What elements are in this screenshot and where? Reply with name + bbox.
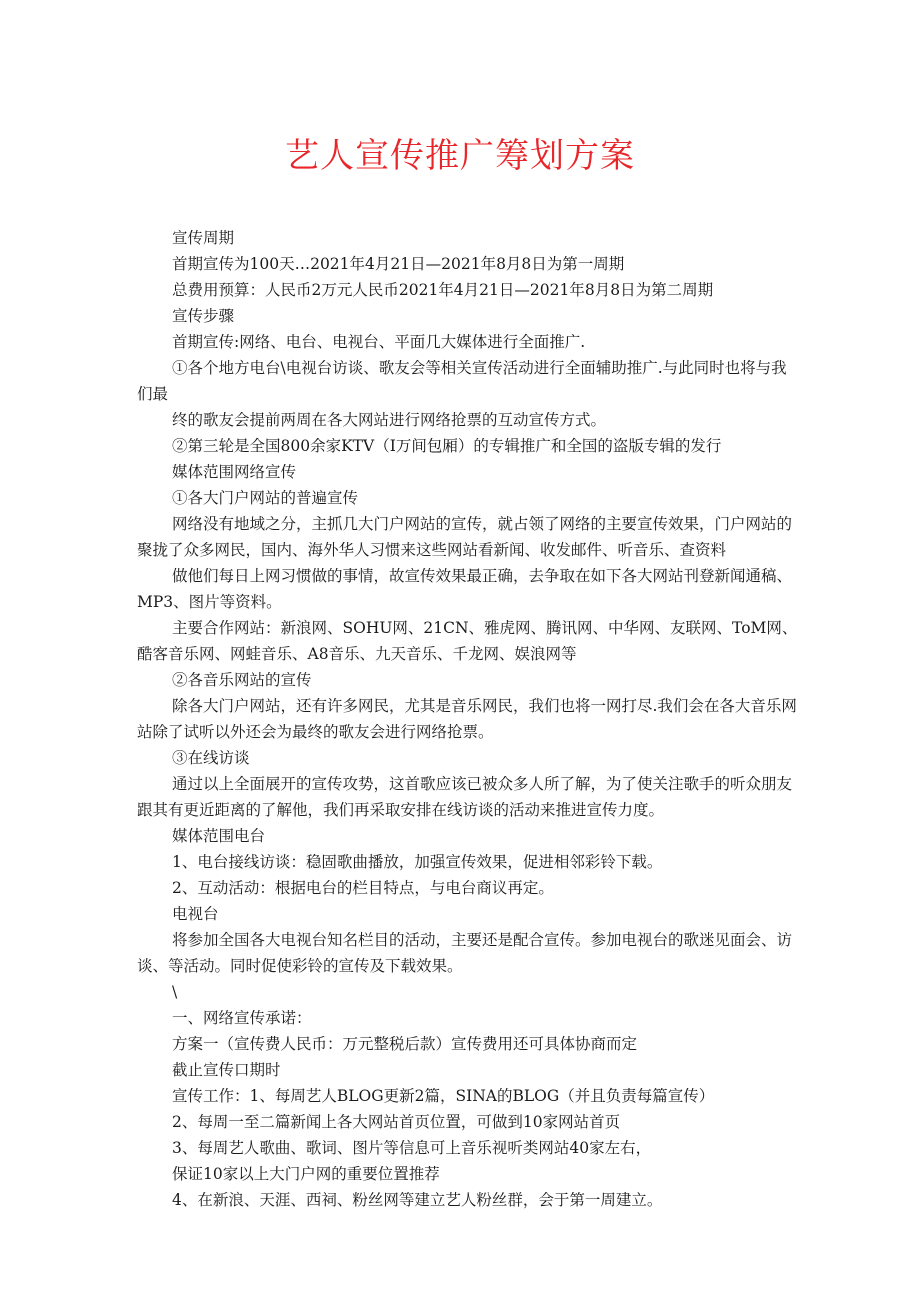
paragraph: 主要合作网站：新浪网、SOHU网、21CN、雅虎网、腾讯网、中华网、友联网、ToM网、酷客音乐网、网蛙音乐、A8音乐、九天音乐、千龙网、娱浪网等 — [137, 619, 798, 663]
paragraph: 电视台 — [172, 905, 219, 923]
document-title: 艺人宣传推广筹划方案 — [285, 136, 635, 176]
paragraph: 宣传周期 — [172, 229, 235, 247]
paragraph: 媒体范围电台 — [172, 827, 266, 845]
paragraph: 2、互动活动：根据电台的栏目特点，与电台商议再定。 — [172, 879, 554, 897]
paragraph: ③在线访谈 — [172, 749, 250, 767]
paragraph: 宣传工作：1、每周艺人BLOG更新2篇，SINA的BLOG（并且负责每篇宣传） — [172, 1087, 715, 1105]
paragraph: 通过以上全面展开的宣传攻势，这首歌应该已被众多人所了解，为了使关注歌手的听众朋友跟其有更近距离的了解他，我们再采取安排在线访谈的活动来推进宣传力度。 — [137, 775, 793, 819]
paragraph: 总费用预算：人民币2万元人民币2021年4月21日—2021年8月8日为第二周期 — [172, 281, 714, 299]
paragraph: 将参加全国各大电视台知名栏目的活动，主要还是配合宣传。参加电视台的歌迷见面会、访谈、等活动。同时促使彩铃的宣传及下载效果。 — [137, 931, 793, 975]
paragraph: 1、电台接线访谈：稳固歌曲播放，加强宣传效果，促进相邻彩铃下载。 — [172, 853, 663, 871]
paragraph: ②第三轮是全国800余家KTV（I万间包厢）的专辑推广和全国的盗版专辑的发行 — [172, 437, 722, 455]
paragraph: 媒体范围网络宣传 — [172, 463, 297, 481]
paragraph: 4、在新浪、天涯、西祠、粉丝网等建立艺人粉丝群，会于第一周建立。 — [172, 1191, 663, 1209]
paragraph: 保证10家以上大门户网的重要位置推荐 — [172, 1165, 440, 1183]
paragraph: ①各个地方电台\电视台访谈、歌友会等相关宣传活动进行全面辅助推广.与此同时也将与我们最 — [137, 359, 787, 403]
paragraph: 终的歌友会提前两周在各大网站进行网络抢票的互动宣传方式。 — [172, 411, 607, 429]
paragraph: 截止宣传口期时 — [172, 1061, 281, 1079]
paragraph: 宣传步骤 — [172, 307, 235, 325]
paragraph: 方案一（宣传费人民币：万元整税后款）宣传费用还可具体协商而定 — [172, 1035, 638, 1053]
paragraph: \ — [172, 983, 178, 1001]
paragraph: 一、网络宣传承诺： — [172, 1009, 312, 1027]
paragraph: ②各音乐网站的宣传 — [172, 671, 312, 689]
paragraph: ①各大门户网站的普遍宣传 — [172, 489, 359, 507]
paragraph: 2、每周一至二篇新闻上各大网站首页位置，可做到10家网站首页 — [172, 1113, 621, 1131]
paragraph: 除各大门户网站，还有许多网民，尤其是音乐网民，我们也将一网打尽.我们会在各大音乐网站除了试听以外还会为最终的歌友会进行网络抢票。 — [137, 697, 797, 741]
paragraph: 3、每周艺人歌曲、歌词、图片等信息可上音乐视听类网站40家左右， — [172, 1139, 652, 1157]
paragraph: 首期宣传:网络、电台、电视台、平面几大媒体进行全面推广. — [172, 333, 586, 351]
document-body — [137, 225, 801, 1213]
paragraph: 首期宣传为100天…2021年4月21日—2021年8月8日为第一周期 — [172, 255, 625, 273]
paragraph: 网络没有地域之分，主抓几大门户网站的宣传，就占领了网络的主要宣传效果，门户网站的聚拢了众多网民，国内、海外华人习惯来这些网站看新闻、收发邮件、听音乐、查资料 — [137, 515, 793, 559]
paragraph: 做他们每日上网习惯做的事情，故宣传效果最正确，去争取在如下各大网站刊登新闻通稿、MP3、图片等资料。 — [137, 567, 793, 611]
